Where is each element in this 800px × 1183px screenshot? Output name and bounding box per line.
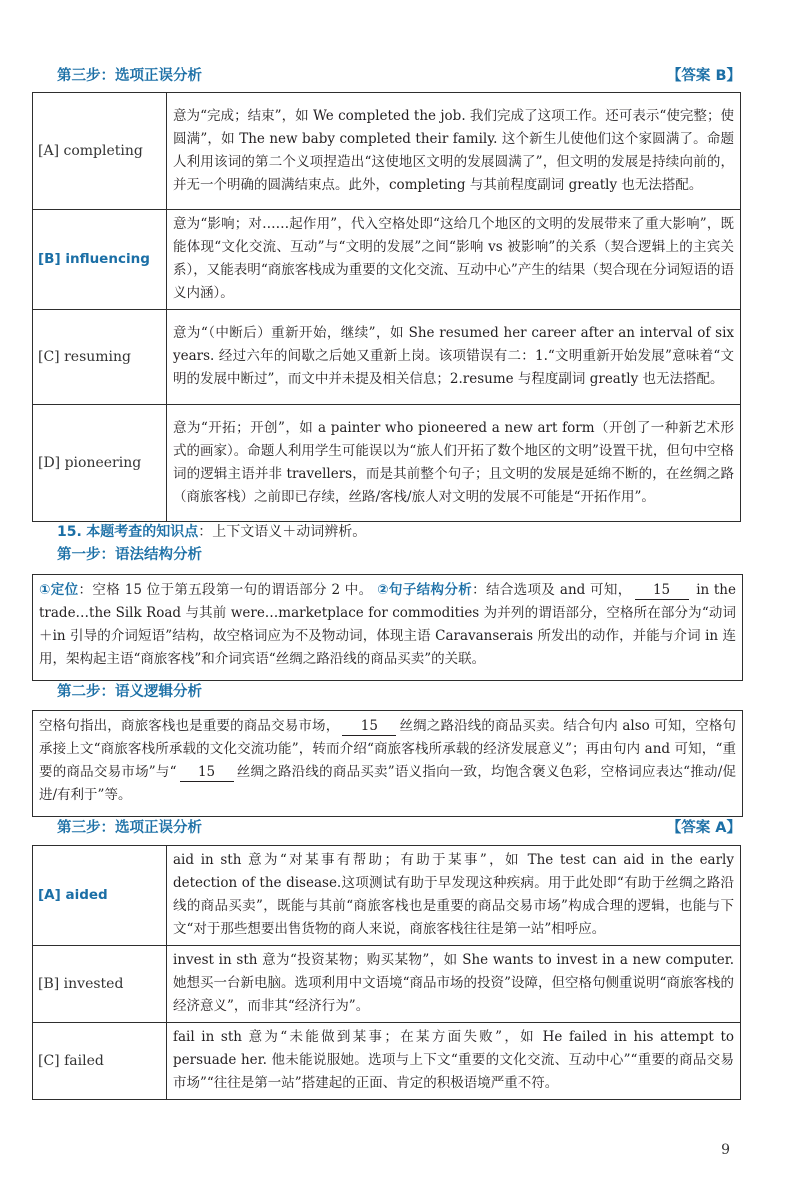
q15-step1-box: [32, 574, 743, 681]
q14-answer-badge: 【答案 B】: [666, 68, 741, 84]
option-label-correct: [B] influencing: [33, 210, 167, 310]
q15-options-table: [32, 845, 741, 1100]
q15-step2-header: [57, 680, 741, 704]
table-row: [33, 946, 741, 1023]
option-explanation: 意为“开拓；开创”，如 a painter who pioneered a new art form（开创了一种新艺术形式的画家）。命题人利用学生可能误以为“旅人们开拓了数个地区的文明”设置干扰，但句中空格词的逻辑主语并非 travellers，而是其前整个句子；且文明的发展是延绵不断的，在丝绸之路（商旅客栈）之前即已存续，丝路/客栈/旅人对文明的发展不可能是“开拓作用”。: [167, 405, 741, 522]
table-row: [33, 846, 741, 946]
structure-label: ②句子结构分析: [377, 582, 473, 598]
option-explanation: 意为“完成；结束”，如 We completed the job. 我们完成了这项工作。还可表示“使完整；使圆满”，如 The new baby completed their family. 这个新生儿使他们这个家圆满了。命题人利用该词的第二个义项捏造出“这使地区文明的发展圆满了”，但文明的发展是持续向前的，并无一个明确的圆满结束点。此外，completing 与其前程度副词 greatly 也无法搭配。: [167, 93, 741, 210]
locate-text: ：空格 15 位于第五段第一句的谓语部分 2 中。: [78, 582, 373, 598]
option-label: [C] failed: [33, 1023, 167, 1100]
table-row: [33, 310, 741, 405]
q15-step1-title: 第一步：语法结构分析: [57, 547, 202, 563]
option-explanation: invest in sth 意为“投资某物；购买某物”，如 She wants to invest in a new computer. 她想买一台新电脑。选项利用中文语境“商品市场的投资”设障，但空格句侧重说明“商旅客栈的经济意义”，而非其“经济行为”。: [167, 946, 741, 1023]
blank-15: 15: [635, 581, 689, 600]
option-explanation: 意为“影响；对……起作用”，代入空格处即“这给几个地区的文明的发展带来了重大影响”，既能体现“文化交流、互动”与“文明的发展”之间“影响 vs 被影响”的关系（契合逻辑上的主宾关系），又能表明“商旅客栈成为重要的文化交流、互动中心”产生的结果（契合现在分词短语的语义内涵）。: [167, 210, 741, 310]
option-explanation: fail in sth 意为“未能做到某事；在某方面失败”，如 He failed in his attempt to persuade her. 他未能说服她。选项与上下文“重要的文化交流、互动中心”“重要的商品交易市场”“往往是第一站”搭建起的正面、肯定的积极语境严重不符。: [167, 1023, 741, 1100]
blank-15: 15: [180, 763, 234, 782]
option-explanation: aid in sth 意为“对某事有帮助；有助于某事”，如 The test can aid in the early detection of the disease.这项测试有助于早发现这种疾病。用于此处即“有助于丝绸之路沿线的商品买卖”，既能与其前“商旅客栈也是重要的商品交易市场”构成合理的逻辑，也能与下文“对于那些想要出售货物的商人来说，商旅客栈往往是第一站”相呼应。: [167, 846, 741, 946]
question-number: 15.: [57, 524, 82, 540]
option-label: [D] pioneering: [33, 405, 167, 522]
option-label-correct: [A] aided: [33, 846, 167, 946]
page-number: 9: [721, 1142, 730, 1158]
knowledge-point-text: ：上下文语义＋动词辨析。: [198, 524, 367, 540]
table-row: [33, 93, 741, 210]
q15-step2-title: 第二步：语义逻辑分析: [57, 684, 202, 700]
q15-heading: [57, 521, 741, 544]
q15-step1-header: [57, 543, 741, 567]
table-row: [33, 1023, 741, 1100]
structure-text-a: ：结合选项及 and 可知，: [472, 582, 632, 598]
q15-step2-box: [32, 710, 743, 817]
option-label: [B] invested: [33, 946, 167, 1023]
table-row: [33, 405, 741, 522]
knowledge-point-label: 本题考查的知识点: [86, 524, 199, 540]
table-row: [33, 210, 741, 310]
option-label: [C] resuming: [33, 310, 167, 405]
q14-options-table: [32, 92, 741, 522]
q15-step3-header: [57, 816, 741, 840]
option-label: [A] completing: [33, 93, 167, 210]
step2-text-a: 空格句指出，商旅客栈也是重要的商品交易市场，: [39, 718, 340, 734]
step2-text-b: 丝绸之路沿线的商品买卖。结合句内 also 可知，空格句承接上文“商旅客栈所承载的文化交流功能”，转而介绍“商旅客栈所承载的经济发展意义”；再由句内 and 可知，“重要的商品交易市场”与“: [39, 718, 736, 780]
blank-15: 15: [342, 717, 396, 736]
q15-step3-title: 第三步：选项正误分析: [57, 820, 202, 836]
step2-text-c: 丝绸之路沿线的商品买卖”语义指向一致，均饱含褒义色彩，空格词应表达“推动/促进/有利于”等。: [39, 764, 736, 803]
locate-label: ①定位: [39, 582, 79, 598]
q14-step3-title: 第三步：选项正误分析: [57, 68, 202, 84]
q14-step3-header: [57, 64, 741, 88]
q15-answer-badge: 【答案 A】: [666, 820, 741, 836]
option-explanation: 意为“（中断后）重新开始，继续”，如 She resumed her career after an interval of six years. 经过六年的间歇之后她又重新上岗。该项错误有二：1.“文明重新开始发展”意味着“文明的发展中断过”，而文中并未提及相关信息；2.resume 与程度副词 greatly 也无法搭配。: [167, 310, 741, 405]
structure-text-b: in the trade…the Silk Road 与其前 were…marketplace for commodities 为并列的谓语部分，空格所在部分为“动词＋in 引导的介词短语”结构，故空格词应为不及物动词，体现主语 Caravanserais 所发出的动作，并能与介词 in 连用，架构起主语“商旅客栈”和介词宾语“丝绸之路沿线的商品买卖”的关联。: [39, 582, 736, 667]
